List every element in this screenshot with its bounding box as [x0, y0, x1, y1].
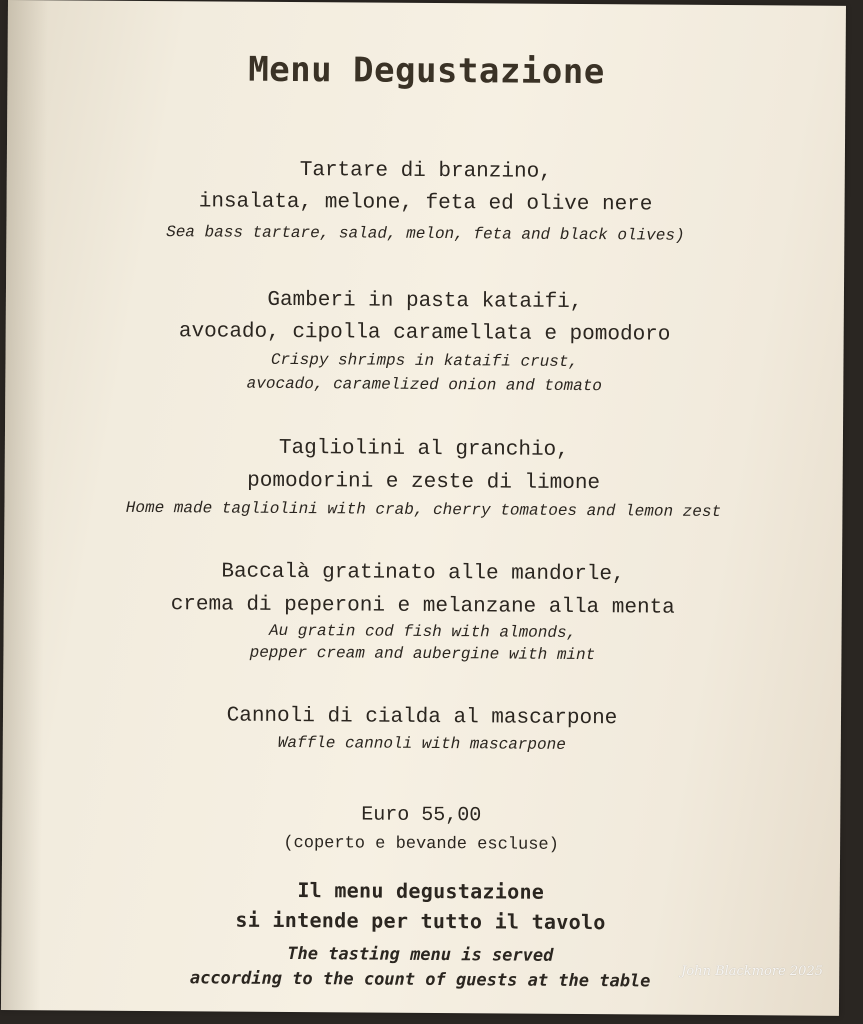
course-3-italian-line-1: Tagliolini al granchio, — [278, 436, 569, 462]
course-2-italian-line-1: Gamberi in pasta kataifi, — [267, 288, 583, 315]
course-5-english: Waffle cannoli with mascarpone — [277, 733, 566, 754]
menu-title: Menu Degustazione — [248, 49, 605, 93]
course-1-italian-line-2: insalata, melone, feta ed olive nere — [198, 190, 653, 217]
course-2-english-line-2: avocado, caramelized onion and tomato — [246, 374, 603, 396]
course-3-english: Home made tagliolini with crab, cherry tomatoes and lemon zest — [125, 498, 722, 521]
menu-sheet — [1, 0, 846, 1016]
course-1-italian-line-1: Tartare di branzino, — [299, 159, 552, 184]
course-4-italian-line-1: Baccalà gratinato alle mandorle, — [221, 560, 625, 587]
course-4-english-line-2: pepper cream and aubergine with mint — [249, 643, 596, 665]
course-3-italian-line-2: pomodorini e zeste di limone — [247, 469, 601, 496]
course-2-english-line-1: Crispy shrimps in kataifi crust, — [270, 350, 579, 371]
course-5-italian: Cannoli di cialda al mascarpone — [226, 704, 618, 731]
course-2-italian-line-2: avocado, cipolla caramellata e pomodoro — [178, 320, 671, 347]
price-note: (coperto e bevande escluse) — [283, 833, 559, 855]
notice-english-line-2: according to the count of guests at the table — [189, 968, 651, 992]
notice-italian-line-1: Il menu degustazione — [297, 878, 545, 904]
course-4-english-line-1: Au gratin cod fish with almonds, — [268, 621, 577, 642]
notice-italian-line-2: si intende per tutto il tavolo — [235, 907, 606, 935]
menu-price: Euro 55,00 — [361, 803, 482, 828]
course-4-italian-line-2: crema di peperoni e melanzane alla menta — [170, 593, 675, 620]
notice-english-line-1: The tasting menu is served — [287, 943, 554, 966]
course-1-english: Sea bass tartare, salad, melon, feta and black olives) — [166, 223, 685, 245]
photographer-watermark: John Blackmore 2025 — [681, 964, 823, 979]
